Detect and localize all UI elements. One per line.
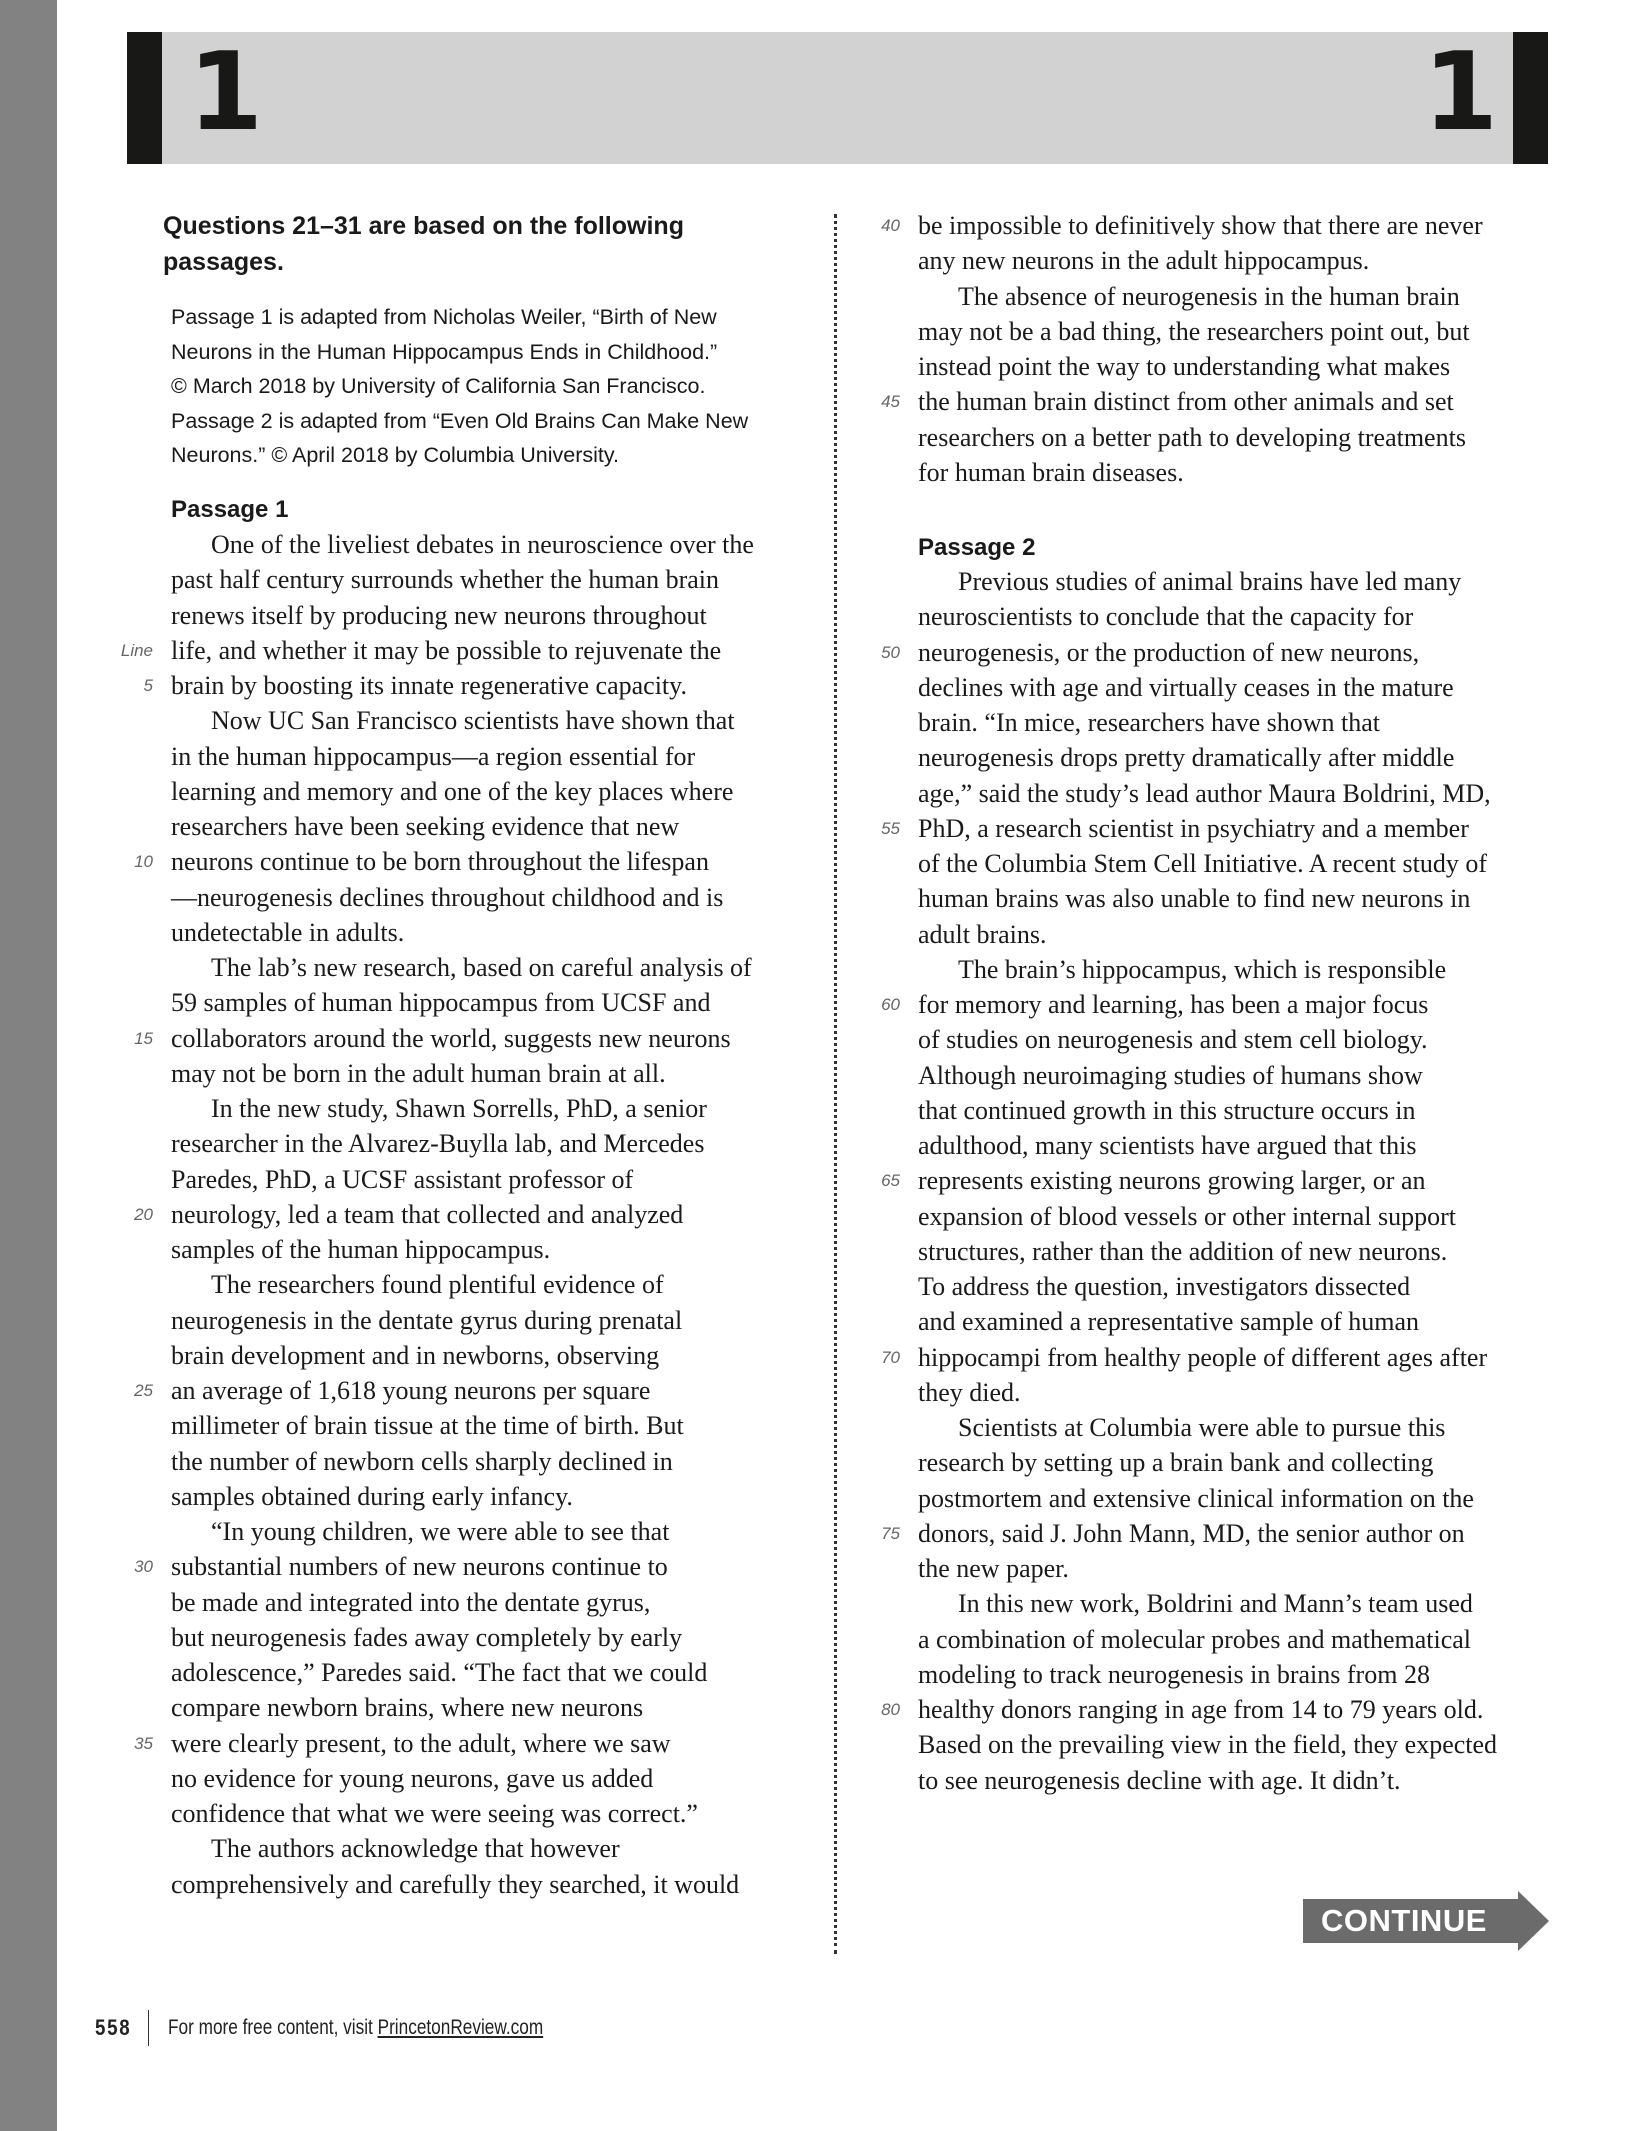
passage-line bbox=[881, 1340, 1558, 1375]
line-number: 5 bbox=[143, 676, 153, 695]
passage-line bbox=[918, 455, 1558, 490]
passage-line bbox=[171, 1444, 811, 1479]
passage-line bbox=[918, 243, 1558, 278]
section-header-right-bar bbox=[1513, 32, 1548, 164]
line-number: 20 bbox=[134, 1204, 153, 1224]
passage-line bbox=[171, 1303, 811, 1338]
line-text: learning and memory and one of the key places where bbox=[171, 776, 734, 806]
passage-2-body bbox=[881, 564, 1558, 1798]
passage-1-continued bbox=[881, 208, 1558, 490]
line-text: were clearly present, to the adult, where we saw bbox=[171, 1728, 671, 1758]
line-text: structures, rather than the addition of new neurons. bbox=[918, 1236, 1448, 1266]
passage-line bbox=[918, 420, 1558, 455]
passage-line bbox=[918, 1199, 1558, 1234]
passage-line bbox=[171, 1162, 811, 1197]
line-text: declines with age and virtually ceases in the mature bbox=[918, 672, 1454, 702]
line-text: for memory and learning, has been a major focus bbox=[918, 990, 1429, 1019]
passage-line bbox=[918, 776, 1558, 811]
line-text: research by setting up a brain bank and collecting bbox=[918, 1448, 1434, 1478]
passage-line bbox=[918, 1622, 1558, 1657]
source-credit bbox=[171, 300, 811, 473]
page-edge-strip bbox=[0, 0, 57, 2131]
passage-line bbox=[171, 739, 811, 774]
line-text: may not be a bad thing, the researchers point out, but bbox=[918, 316, 1470, 346]
credit-line: Passage 1 is adapted from Nicholas Weiler, “Birth of New bbox=[171, 305, 717, 329]
line-text: hippocampi from healthy people of different ages after bbox=[918, 1342, 1488, 1372]
line-text: modeling to track neurogenesis in brains from 28 bbox=[918, 1659, 1430, 1689]
column-divider bbox=[834, 214, 837, 1954]
line-text: they died. bbox=[918, 1377, 1021, 1407]
passage-line bbox=[918, 1022, 1558, 1057]
line-text: life, and whether it may be possible to rejuvenate the bbox=[171, 635, 722, 665]
section-header-band bbox=[127, 32, 1548, 164]
passage-line bbox=[171, 774, 811, 809]
line-text: To address the question, investigators dissected bbox=[918, 1272, 1411, 1301]
line-text: may not be born in the adult human brain at all. bbox=[171, 1058, 666, 1088]
passage-line bbox=[171, 1479, 811, 1514]
line-text: adolescence,” Paredes said. “The fact that we could bbox=[171, 1658, 708, 1687]
line-text: The lab’s new research, based on careful analysis of bbox=[211, 953, 752, 982]
passage-line bbox=[171, 1831, 811, 1866]
line-text: neurogenesis drops pretty dramatically after middle bbox=[918, 743, 1455, 773]
passage-line bbox=[918, 1128, 1558, 1163]
passage-line bbox=[918, 1058, 1558, 1093]
line-text: expansion of blood vessels or other internal support bbox=[918, 1201, 1456, 1231]
credit-line: Passage 2 is adapted from “Even Old Brains Can Make New bbox=[171, 408, 749, 433]
passage-line bbox=[918, 917, 1558, 952]
line-number: 70 bbox=[881, 1347, 900, 1367]
passage-line bbox=[171, 1655, 811, 1690]
passage-line bbox=[881, 635, 1558, 670]
line-text: neurology, led a team that collected and analyzed bbox=[171, 1199, 684, 1229]
line-text: instead point the way to understanding what makes bbox=[918, 352, 1451, 381]
section-number-right: 1 bbox=[1423, 30, 1499, 155]
passage-line bbox=[918, 1481, 1558, 1516]
passage-1-heading: Passage 1 bbox=[171, 496, 289, 523]
questions-intro bbox=[163, 208, 763, 280]
line-text: any new neurons in the adult hippocampus. bbox=[918, 246, 1370, 276]
passage-line bbox=[171, 1126, 811, 1161]
line-number: Line bbox=[120, 640, 153, 660]
passage-line bbox=[918, 279, 1558, 314]
line-text: substantial numbers of new neurons continue to bbox=[171, 1552, 668, 1582]
line-text: neurogenesis, or the production of new neurons, bbox=[918, 637, 1420, 667]
line-text: undetectable in adults. bbox=[171, 917, 405, 947]
passage-1-body bbox=[120, 527, 811, 1902]
line-text: to see neurogenesis decline with age. It didn’t. bbox=[918, 1765, 1401, 1795]
passage-line bbox=[171, 1338, 811, 1373]
passage-line bbox=[134, 1021, 811, 1056]
line-text: the number of newborn cells sharply declined in bbox=[171, 1446, 673, 1476]
passage-line bbox=[918, 1657, 1558, 1692]
line-number: 10 bbox=[134, 852, 153, 872]
line-text: the human brain distinct from other animals and set bbox=[918, 387, 1454, 417]
passage-line bbox=[881, 811, 1558, 846]
line-text: The absence of neurogenesis in the human brain bbox=[958, 281, 1460, 311]
passage-line bbox=[171, 1690, 811, 1725]
page-number: 558 bbox=[95, 2015, 132, 2040]
passage-line bbox=[134, 1373, 811, 1408]
footer-promo-text: For more free content, visit bbox=[167, 2016, 378, 2039]
passage-line bbox=[134, 844, 811, 879]
passage-line bbox=[918, 314, 1558, 349]
princeton-review-link[interactable]: PrincetonReview.com bbox=[377, 2016, 543, 2039]
passage-line bbox=[134, 1197, 811, 1232]
passage-2-heading: Passage 2 bbox=[918, 534, 1036, 561]
passage-line bbox=[171, 598, 811, 633]
section-header-left-bar bbox=[127, 32, 162, 164]
passage-line bbox=[134, 1726, 811, 1761]
line-text: PhD, a research scientist in psychiatry and a member bbox=[918, 813, 1469, 843]
passage-line bbox=[918, 881, 1558, 916]
line-text: Paredes, PhD, a UCSF assistant professor of bbox=[171, 1164, 634, 1194]
passage-line bbox=[881, 987, 1558, 1022]
passage-line bbox=[918, 1093, 1558, 1128]
line-text: adult brains. bbox=[918, 919, 1047, 949]
passage-line bbox=[918, 740, 1558, 775]
passage-line bbox=[918, 1234, 1558, 1269]
passage-line bbox=[143, 668, 811, 703]
line-text: brain by boosting its innate regenerative capacity. bbox=[171, 671, 687, 700]
line-number: 25 bbox=[134, 1381, 153, 1400]
line-text: millimeter of brain tissue at the time of birth. But bbox=[171, 1411, 684, 1441]
passage-line bbox=[120, 633, 811, 668]
page-footer bbox=[95, 2010, 625, 2046]
line-text: compare newborn brains, where new neurons bbox=[171, 1693, 644, 1723]
line-text: and examined a representative sample of human bbox=[918, 1307, 1420, 1337]
passage-line bbox=[171, 1091, 811, 1126]
passage-line bbox=[171, 703, 811, 738]
questions-intro-line: passages. bbox=[163, 248, 284, 276]
line-text: the new paper. bbox=[918, 1554, 1069, 1583]
line-text: for human brain diseases. bbox=[918, 457, 1184, 487]
line-number: 80 bbox=[881, 1700, 900, 1719]
passage-line bbox=[918, 670, 1558, 705]
credit-line: Neurons.” © April 2018 by Columbia University. bbox=[171, 443, 620, 467]
line-text: no evidence for young neurons, gave us added bbox=[171, 1763, 654, 1793]
passage-line bbox=[918, 1551, 1558, 1586]
line-text: —neurogenesis declines throughout childhood and is bbox=[171, 882, 724, 912]
line-text: One of the liveliest debates in neuroscience over the bbox=[211, 530, 754, 559]
line-text: be made and integrated into the dentate gyrus, bbox=[171, 1587, 651, 1617]
line-text: in the human hippocampus—a region essential for bbox=[171, 741, 696, 771]
line-text: 59 samples of human hippocampus from UCSF and bbox=[171, 988, 711, 1018]
line-text: In this new work, Boldrini and Mann’s team used bbox=[958, 1589, 1473, 1619]
line-number: 45 bbox=[881, 392, 900, 412]
line-text: represents existing neurons growing larger, or an bbox=[918, 1166, 1426, 1196]
line-text: The authors acknowledge that however bbox=[211, 1834, 620, 1864]
line-text: Scientists at Columbia were able to pursue this bbox=[958, 1413, 1446, 1442]
line-text: human brains was also unable to find new neurons in bbox=[918, 884, 1471, 914]
passage-line bbox=[171, 950, 811, 985]
line-text: researchers on a better path to developing treatments bbox=[918, 422, 1466, 452]
line-text: neuroscientists to conclude that the capacity for bbox=[918, 602, 1414, 632]
passage-line bbox=[171, 1585, 811, 1620]
line-text: The researchers found plentiful evidence of bbox=[211, 1270, 664, 1300]
credit-line: Neurons in the Human Hippocampus Ends in Childhood.” bbox=[171, 339, 718, 364]
passage-line bbox=[171, 562, 811, 597]
line-text: renews itself by producing new neurons throughout bbox=[171, 600, 707, 630]
passage-line bbox=[171, 1408, 811, 1443]
passage-line bbox=[171, 880, 811, 915]
line-number: 55 bbox=[881, 818, 900, 838]
passage-line bbox=[881, 1163, 1558, 1198]
continue-label: CONTINUE bbox=[1321, 1903, 1487, 1938]
passage-line bbox=[918, 564, 1558, 599]
line-text: researchers have been seeking evidence that new bbox=[171, 812, 680, 841]
passage-line bbox=[918, 1445, 1558, 1480]
line-text: Previous studies of animal brains have led many bbox=[958, 567, 1462, 596]
passage-line bbox=[171, 1056, 811, 1091]
line-text: samples of the human hippocampus. bbox=[171, 1235, 551, 1264]
passage-line bbox=[881, 1692, 1558, 1727]
passage-line bbox=[918, 1727, 1558, 1762]
passage-line bbox=[881, 208, 1558, 243]
line-text: healthy donors ranging in age from 14 to 79 years old. bbox=[918, 1695, 1484, 1724]
passage-line bbox=[918, 705, 1558, 740]
line-text: samples obtained during early infancy. bbox=[171, 1481, 573, 1511]
footer-separator bbox=[148, 2010, 149, 2046]
line-number: 30 bbox=[134, 1557, 153, 1577]
passage-line bbox=[171, 1620, 811, 1655]
line-text: comprehensively and carefully they searched, it would bbox=[171, 1869, 740, 1899]
passage-line bbox=[171, 1267, 811, 1302]
passage-line bbox=[918, 952, 1558, 987]
line-number: 65 bbox=[881, 1171, 900, 1191]
passage-line bbox=[171, 1232, 811, 1267]
line-number: 50 bbox=[881, 642, 900, 662]
line-text: confidence that what we were seeing was correct.” bbox=[171, 1799, 698, 1828]
passage-line bbox=[881, 384, 1558, 419]
line-text: be impossible to definitively show that there are never bbox=[918, 211, 1483, 240]
line-text: The brain’s hippocampus, which is responsible bbox=[958, 954, 1447, 984]
questions-intro-line: Questions 21–31 are based on the following bbox=[163, 212, 684, 240]
line-text: brain. “In mice, researchers have shown that bbox=[918, 708, 1381, 737]
passage-line bbox=[918, 846, 1558, 881]
passage-line bbox=[171, 1514, 811, 1549]
line-text: past half century surrounds whether the human brain bbox=[171, 565, 720, 595]
passage-line bbox=[918, 1763, 1558, 1798]
passage-line bbox=[171, 1867, 811, 1902]
passage-line bbox=[171, 985, 811, 1020]
passage-line bbox=[918, 1586, 1558, 1621]
line-text: researcher in the Alvarez-Buylla lab, and Mercedes bbox=[171, 1129, 705, 1159]
line-number: 40 bbox=[881, 216, 900, 235]
line-number: 35 bbox=[134, 1733, 153, 1753]
passage-line bbox=[918, 349, 1558, 384]
line-number: 60 bbox=[881, 995, 900, 1014]
line-text: of the Columbia Stem Cell Initiative. A recent study of bbox=[918, 849, 1488, 878]
passage-line bbox=[918, 599, 1558, 634]
section-number-left: 1 bbox=[188, 30, 264, 155]
line-text: neurogenesis in the dentate gyrus during prenatal bbox=[171, 1305, 683, 1335]
footer-text bbox=[168, 2016, 543, 2040]
passage-line bbox=[918, 1410, 1558, 1445]
line-text: Although neuroimaging studies of humans show bbox=[918, 1060, 1423, 1090]
passage-line bbox=[918, 1304, 1558, 1339]
line-text: of studies on neurogenesis and stem cell biology. bbox=[918, 1025, 1428, 1055]
line-text: but neurogenesis fades away completely by early bbox=[171, 1622, 683, 1652]
passage-line bbox=[881, 1516, 1558, 1551]
line-text: brain development and in newborns, observing bbox=[171, 1340, 660, 1370]
line-text: donors, said J. John Mann, MD, the senior author on bbox=[918, 1518, 1465, 1548]
continue-button[interactable] bbox=[1303, 1891, 1549, 1951]
line-text: postmortem and extensive clinical information on the bbox=[918, 1483, 1474, 1513]
line-text: adulthood, many scientists have argued that this bbox=[918, 1131, 1417, 1160]
line-text: collaborators around the world, suggests new neurons bbox=[171, 1023, 731, 1053]
line-text: neurons continue to be born throughout the lifespan bbox=[171, 847, 709, 877]
line-number: 75 bbox=[881, 1523, 900, 1543]
line-text: Based on the prevailing view in the field, they expected bbox=[918, 1730, 1498, 1760]
line-text: age,” said the study’s lead author Maura Boldrini, MD, bbox=[918, 778, 1491, 808]
line-text: that continued growth in this structure occurs in bbox=[918, 1095, 1416, 1125]
passage-line bbox=[171, 527, 811, 562]
passage-line bbox=[171, 915, 811, 950]
passage-line bbox=[918, 1375, 1558, 1410]
line-text: “In young children, we were able to see that bbox=[211, 1517, 670, 1546]
passage-line bbox=[171, 809, 811, 844]
credit-line: © March 2018 by University of California San Francisco. bbox=[171, 374, 706, 398]
line-text: Now UC San Francisco scientists have shown that bbox=[211, 706, 735, 736]
line-number: 15 bbox=[134, 1028, 153, 1048]
passage-line bbox=[134, 1549, 811, 1584]
passage-line bbox=[171, 1761, 811, 1796]
passage-line bbox=[171, 1796, 811, 1831]
line-text: a combination of molecular probes and mathematical bbox=[918, 1624, 1472, 1654]
passage-line bbox=[918, 1269, 1558, 1304]
line-text: In the new study, Shawn Sorrells, PhD, a senior bbox=[211, 1094, 707, 1123]
line-text: an average of 1,618 young neurons per square bbox=[171, 1376, 651, 1405]
